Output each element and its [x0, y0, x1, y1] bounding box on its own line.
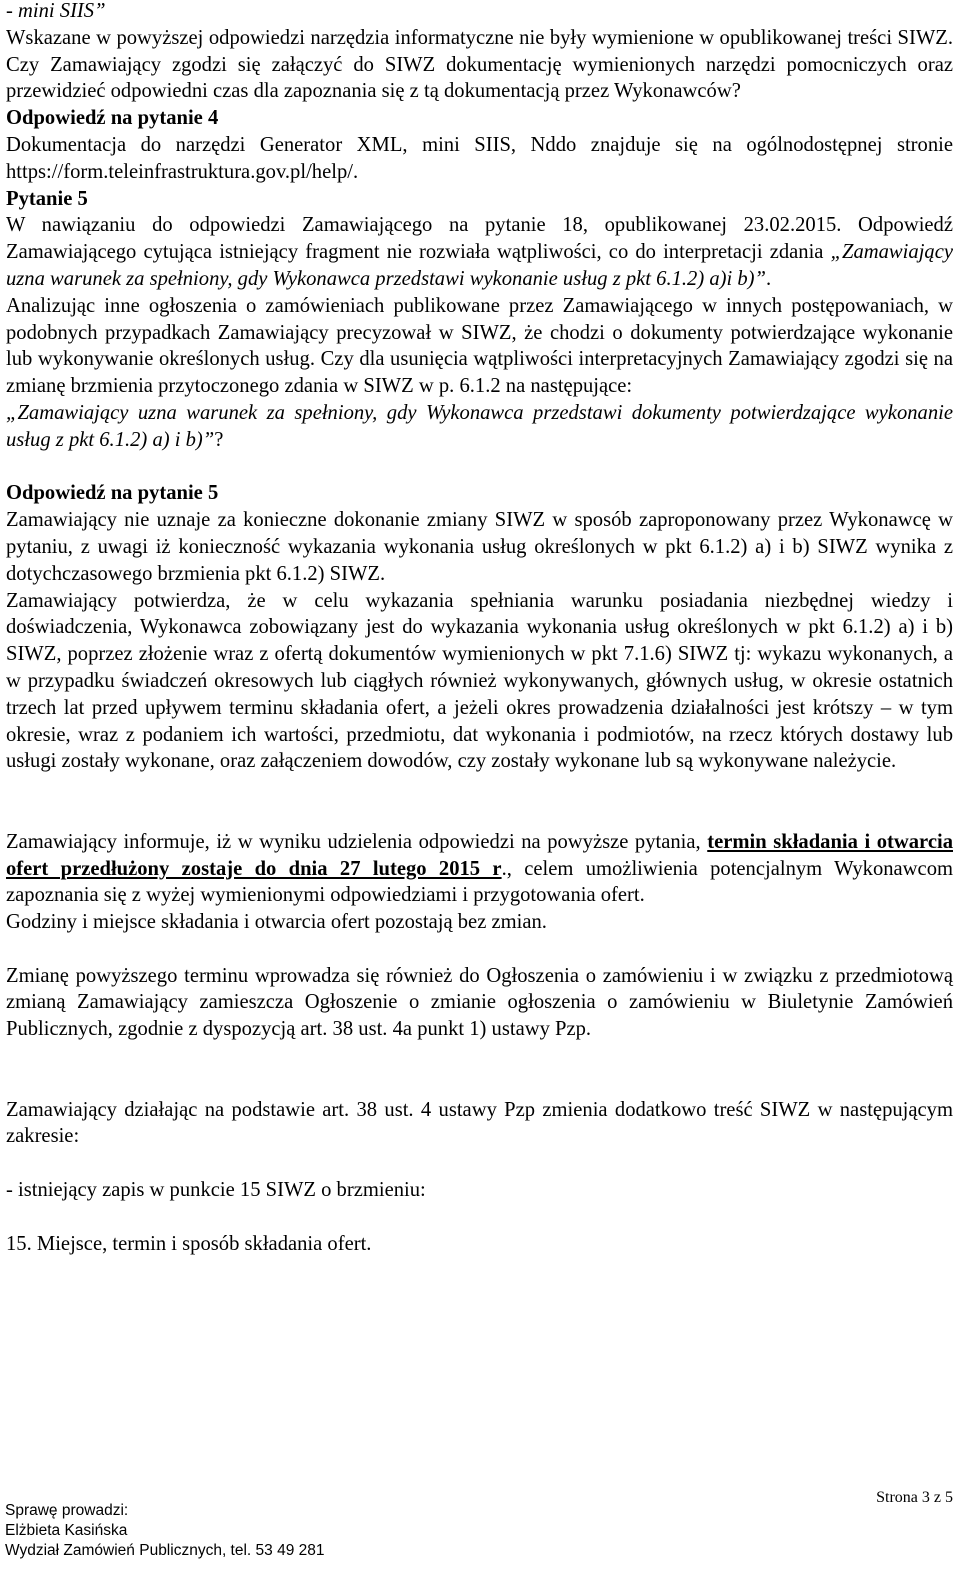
question-5-text-1-end: . — [766, 267, 772, 290]
notice-deadline-emphasis: termin składania i otwarcia ofert przedłużony zostaje do dnia 27 lutego 2015 r — [6, 830, 953, 880]
question-5-quote-2: „Zamawiający uzna warunek za spełniony, gdy Wykonawca przedstawi dokumenty potwierdzające wykonanie usług z pkt 6.1.2) a) i b)” — [6, 401, 953, 451]
question-5-heading: Pytanie 5 — [6, 187, 88, 210]
footer-contact — [5, 1501, 325, 1561]
answer-5-paragraph-2: Zamawiający potwierdza, że w celu wykazania spełniania warunku posiadania niezbędnej wiedzy i doświadczenia, Wykonawca zobowiązany jest do wykazania wykonania usług określonych w pkt 6.1.2) a) i b) SIWZ, poprzez złożenie wraz z ofertą dokumentów wymienionych w pkt 7.1.6) SIWZ tj: wykazu wykonanych, a w przypadku świadczeń okresowych lub ciągłych również wykonywanych, głównych usług, w okresie ostatnich trzech lat przed upływem terminu składania ofert, a jeżeli okres prowadzenia działalności jest krótszy – w tym okresie, wraz z podaniem ich wartości, przedmiotu, dat wykonania i podmiotów, na rzecz których dostawy lub usługi zostały wykonane, oraz załączeniem dowodów, czy zostały wykonane lub są wykonywane należycie. — [6, 589, 953, 773]
page-footer — [0, 1488, 960, 1574]
answer-4-heading: Odpowiedź na pytanie 4 — [6, 107, 219, 130]
question-5-quote-2-end: ? — [214, 428, 224, 451]
siwz-point-15: 15. Miejsce, termin i sposób składania ofert. — [6, 1232, 372, 1255]
change-notice-paragraph: Zmianę powyższego terminu wprowadza się również do Ogłoszenia o zamówieniu i w związku z przedmiotową zmianą Zamawiający zamieszcza Ogłoszenie o zmianie ogłoszenia o zamówieniu w Biuletynie Zamówień Publicznych, zgodnie z dyspozycją art. 38 ust. 4a punkt 1) ustawy Pzp. — [6, 964, 953, 1041]
intro-paragraph: Wskazane w powyższej odpowiedzi narzędzia informatyczne nie były wymienione w opublikowanej treści SIWZ. Czy Zamawiający zgodzi się załączyć do SIWZ dokumentację wymienionych narzędzi pomocniczych oraz przewidzieć odpowiedni czas dla zapoznania się z tą dokumentacją przez Wykonawców? — [6, 26, 953, 103]
question-5-quote-1: „Zamawiający uzna warunek za spełniony, gdy Wykonawca przedstawi wykonanie usług z pkt 6.1.2) a)i b)” — [6, 241, 953, 290]
question-5-paragraph-1 — [6, 212, 953, 292]
notice-text-start: Zamawiający informuje, iż w wyniku udzielenia odpowiedzi na powyższe pytania, — [6, 830, 708, 853]
answer-4-paragraph: Dokumentacja do narzędzi Generator XML, mini SIIS, Nddo znajduje się na ogólnodostępnej stronie https://form.teleinfrastruktura.gov.pl/help/. — [6, 133, 953, 183]
notice-paragraph-2: Godziny i miejsce składania i otwarcia ofert pozostają bez zmian. — [6, 911, 547, 934]
siwz-change-paragraph: Zamawiający działając na podstawie art. 38 ust. 4 ustawy Pzp zmienia dodatkowo treść SIWZ w następującym zakresie: — [6, 1098, 953, 1148]
footer-line-1: Sprawę prowadzi: — [5, 1502, 129, 1519]
question-5-paragraph-2: Analizując inne ogłoszenia o zamówieniach publikowane przez Zamawiającego w innych postępowaniach, w podobnych przypadkach Zamawiający precyzował w SIWZ, że chodzi o dokumenty potwierdzające wykonanie lub wykonywanie określonych usług. Czy dla usunięcia wątpliwości interpretacyjnych Zamawiający zgodzi się na zmianę brzmienia przytoczonego zdania w SIWZ w p. 6.1.2 na następujące: — [6, 294, 953, 398]
footer-line-2: Elżbieta Kasińska — [5, 1522, 128, 1539]
notice-text-end: ., celem umożliwienia potencjalnym Wykonawcom zapoznania się z wyżej wymienionymi odpowiedziami i przygotowania ofert. — [6, 857, 954, 907]
siwz-existing-record: - istniejący zapis w punkcie 15 SIWZ o brzmieniu: — [6, 1179, 426, 1202]
page-number: Strona 3 z 5 — [876, 1489, 953, 1506]
question-5-paragraph-3 — [6, 400, 953, 454]
footer-line-3: Wydział Zamówień Publicznych, tel. 53 49 281 — [5, 1542, 325, 1559]
intro-line: - mini SIIS” — [6, 0, 106, 22]
notice-paragraph — [6, 829, 953, 909]
question-5-text-1: W nawiązaniu do odpowiedzi Zamawiającego na pytanie 18, opublikowanej 23.02.2015. Odpowiedź Zamawiającego cytująca istniejący fragment nie rozwiała wątpliwości, co do interpretacji zdania — [6, 214, 953, 264]
answer-5-paragraph-1: Zamawiający nie uznaje za konieczne dokonanie zmiany SIWZ w sposób zaproponowany przez Wykonawcę w pytaniu, z uwagi iż konieczność wykazania wykonania usług określonych w pkt 6.1.2) a) i b) SIWZ wynika z dotychczasowego brzmienia pkt 6.1.2) SIWZ. — [6, 509, 953, 585]
answer-5-heading: Odpowiedź na pytanie 5 — [6, 482, 219, 505]
